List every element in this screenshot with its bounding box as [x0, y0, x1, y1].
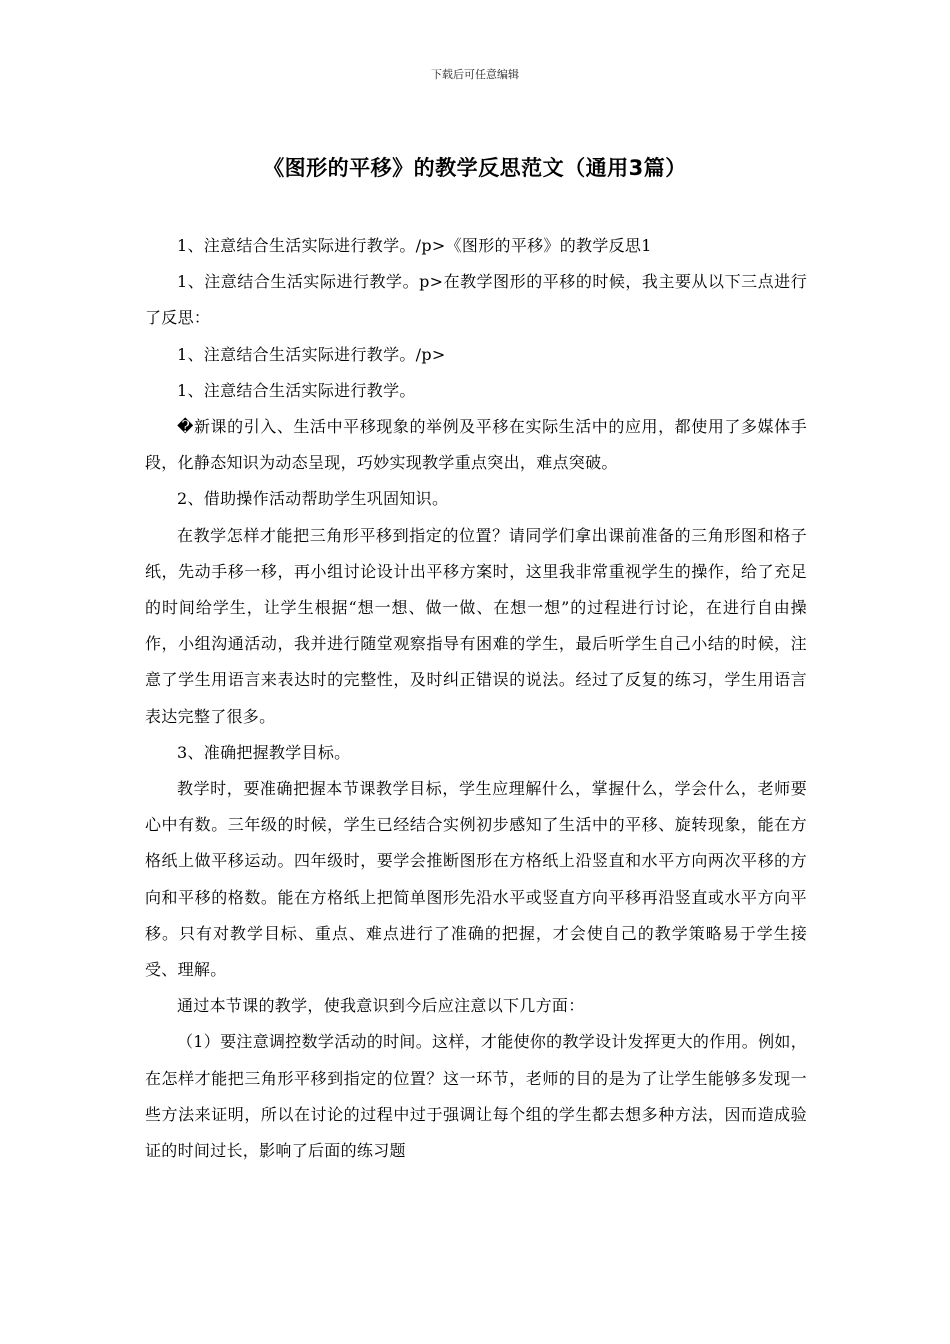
- page-header: 下载后可任意编辑: [431, 68, 519, 81]
- paragraph: 1、注意结合生活实际进行教学。p>在教学图形的平移的时候，我主要从以下三点进行了反思：: [145, 272, 807, 328]
- paragraph: 2、借助操作活动帮助学生巩固知识。: [177, 489, 449, 509]
- paragraph: 在教学怎样才能把三角形平移到指定的位置？请同学们拿出课前准备的三角形图和格子纸，先动手移一移，再小组讨论设计出平移方案时，这里我非常重视学生的操作，给了充足的时间给学生，让学生根据“想一想、做一做、在想一想”的过程进行讨论，在进行自由操作，小组沟通活动，我并进行随堂观察指导有困难的学生，最后听学生自己小结的时候，注意了学生用语言来表达时的完整性，及时纠正错误的说法。经过了反复的练习，学生用语言表达完整了很多。: [145, 525, 807, 726]
- paragraph: 教学时，要准确把握本节课教学目标，学生应理解什么，掌握什么，学会什么，老师要心中有数。三年级的时候，学生已经结合实例初步感知了生活中的平移、旋转现象，能在方格纸上做平移运动。四年级时，要学会推断图形在方格纸上沿竖直和水平方向两次平移的方向和平移的格数。能在方格纸上把简单图形先沿水平或竖直方向平移再沿竖直或水平方向平移。只有对教学目标、重点、难点进行了准确的把握，才会使自己的教学策略易于学生接受、理解。: [145, 779, 807, 980]
- document-title: 《图形的平移》的教学反思范文（通用3篇）: [263, 156, 687, 180]
- paragraph: 1、注意结合生活实际进行教学。: [177, 380, 416, 400]
- paragraph: 1、注意结合生活实际进行教学。/p>《图形的平移》的教学反思1: [177, 236, 652, 255]
- paragraph: 通过本节课的教学，使我意识到今后应注意以下几方面：: [177, 996, 585, 1016]
- paragraph: �新课的引入、生活中平移现象的举例及平移在实际生活中的应用，都使用了多媒体手段，化静态知识为动态呈现，巧妙实现教学重点突出，难点突破。: [145, 417, 807, 473]
- paragraph: 1、注意结合生活实际进行教学。/p>: [177, 344, 446, 364]
- paragraph: （1）要注意调控数学活动的时间。这样，才能使你的教学设计发挥更大的作用。例如，在怎样才能把三角形平移到指定的位置？这一环节，老师的目的是为了让学生能够多发现一些方法来证明，所以在讨论的过程中过于强调让每个组的学生都去想多种方法，因而造成验证的时间过长，影响了后面的练习题: [145, 1032, 807, 1161]
- paragraph: 3、准确把握教学目标。: [177, 742, 351, 762]
- document-body: [145, 228, 807, 1169]
